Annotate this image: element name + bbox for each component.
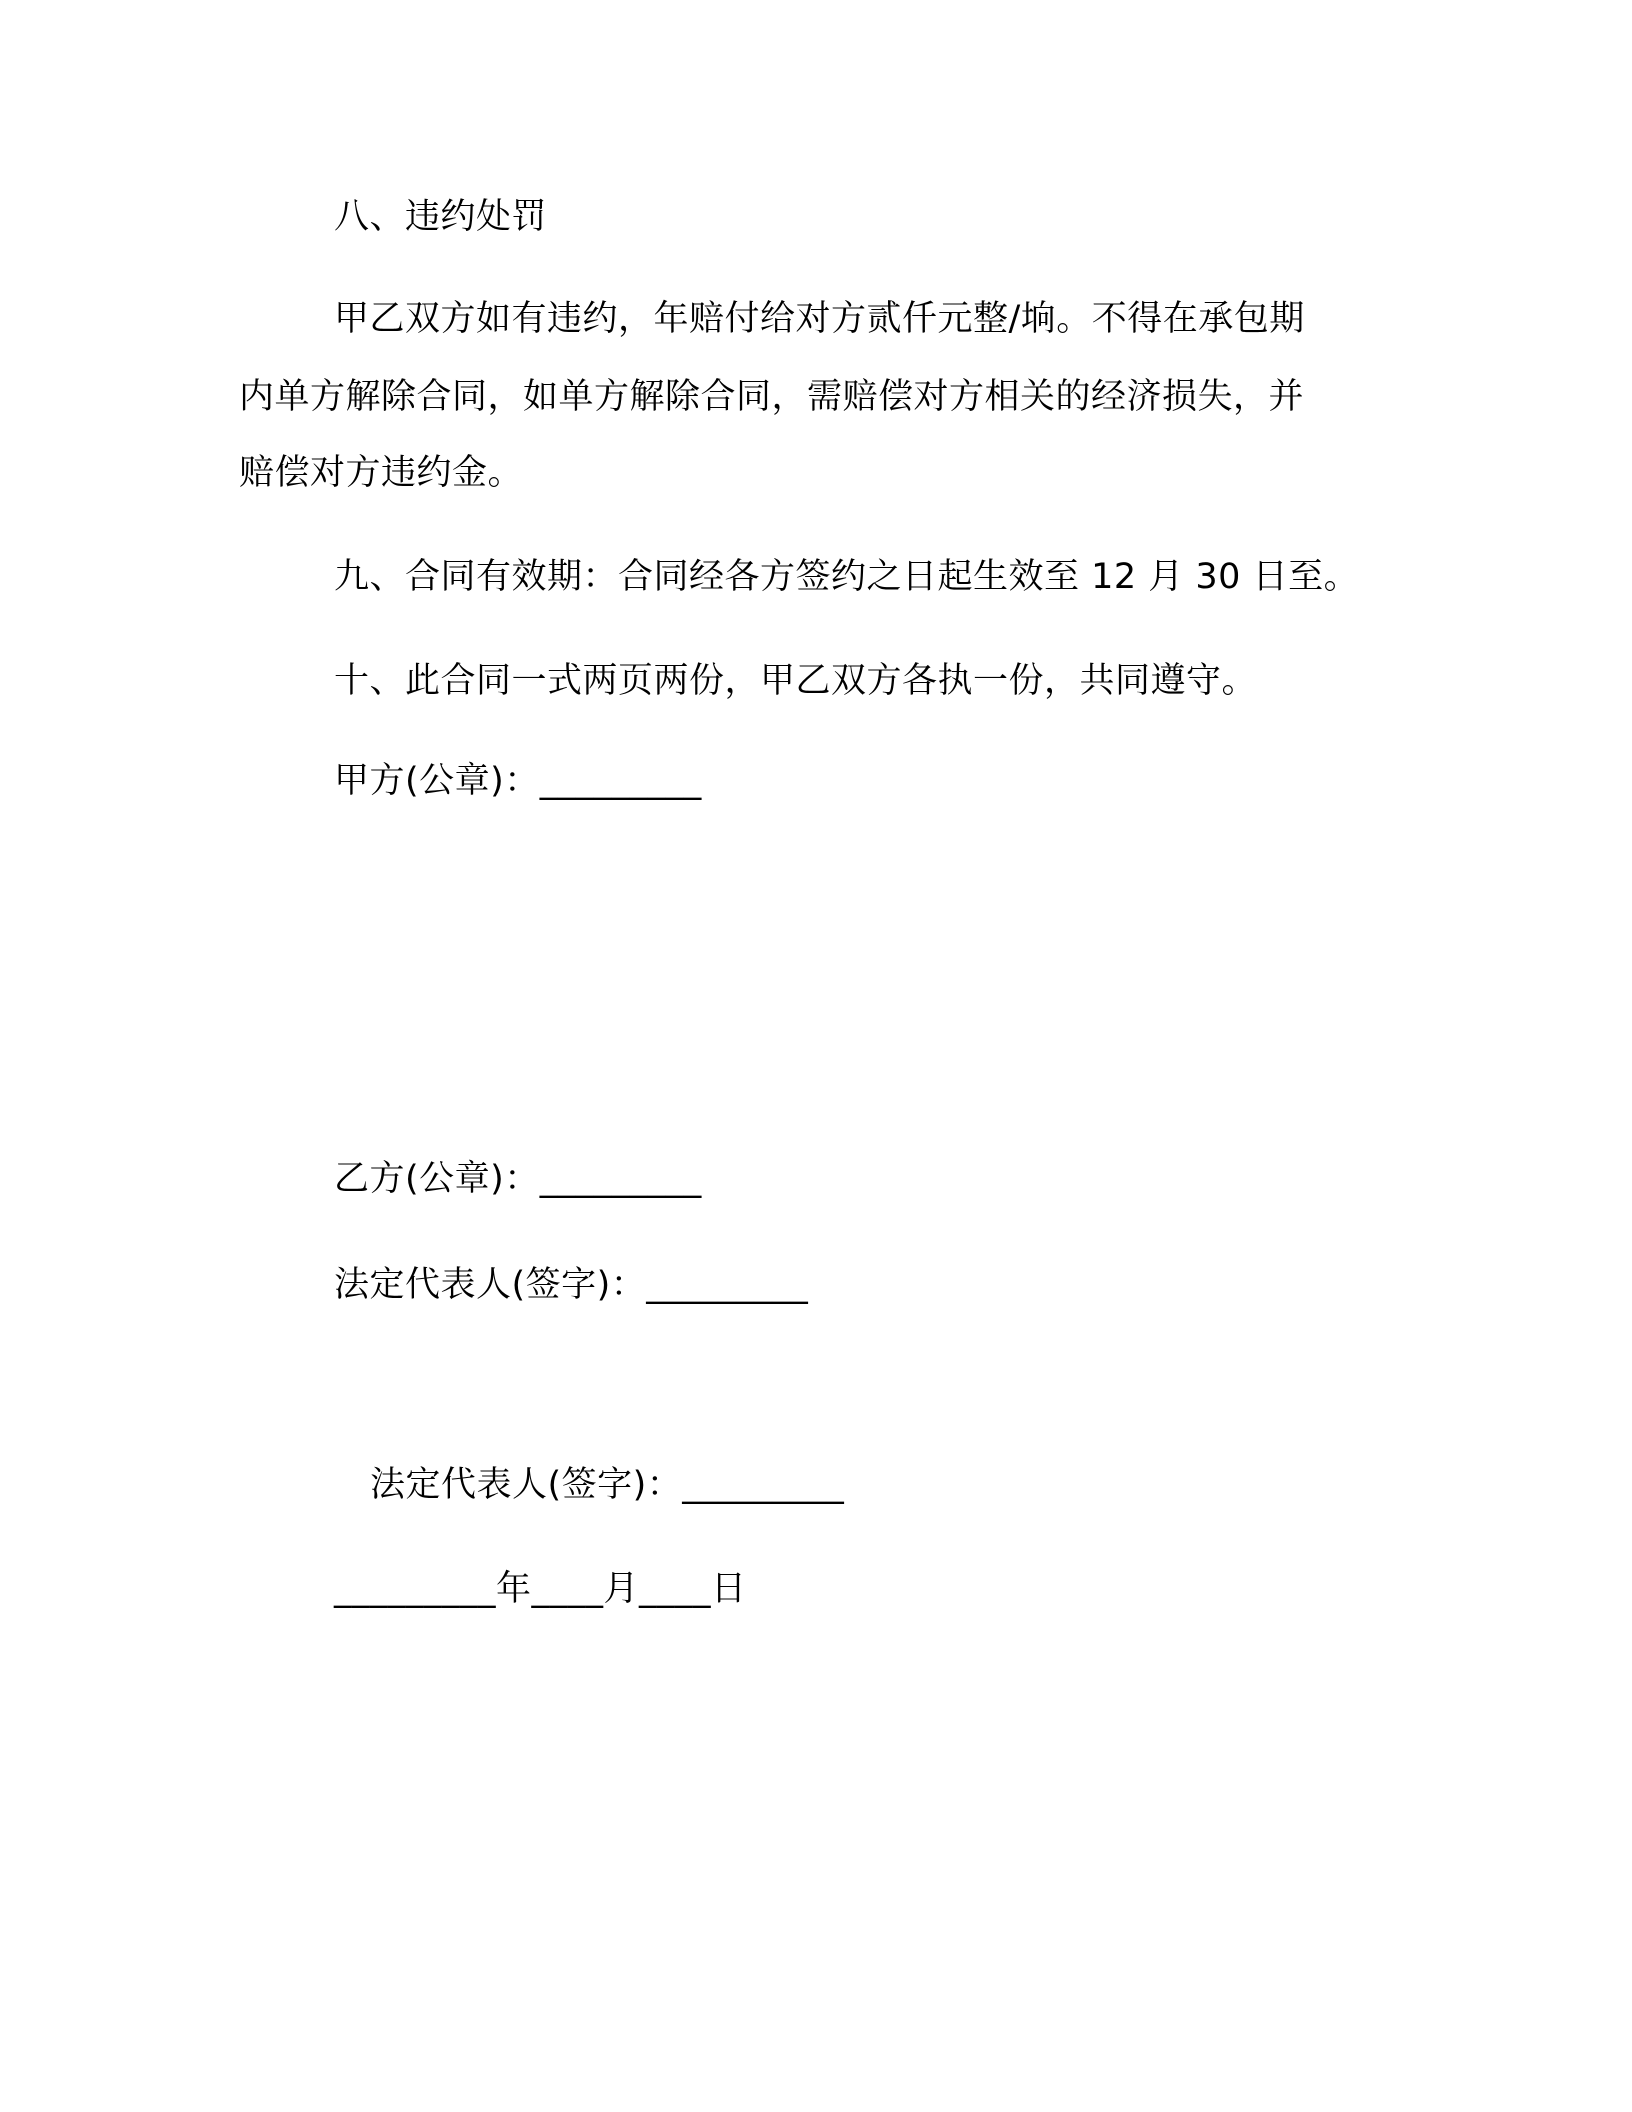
section-8-body-line-1: 甲乙双方如有违约，年赔付给对方贰仟元整/垧。不得在承包期: [334, 299, 1305, 339]
section-8-body-line-2: 内单方解除合同，如单方解除合同，需赔偿对方相关的经济损失，并: [239, 377, 1305, 417]
party-b-seal-line: 乙方(公章)：_________: [334, 1159, 702, 1199]
party-a-seal-line: 甲方(公章)：_________: [334, 761, 702, 801]
section-10-copies: 十、此合同一式两页两份，甲乙双方各执一份，共同遵守。: [334, 661, 1258, 701]
legal-representative-signature-line-1: 法定代表人(签字)：_________: [334, 1265, 809, 1305]
section-8-heading: 八、违约处罚: [334, 197, 548, 237]
date-line: _________年____月____日: [334, 1569, 747, 1609]
section-9-validity: 九、合同有效期：合同经各方签约之日起生效至 12 月 30 日至。: [334, 557, 1360, 597]
section-8-body-line-3: 赔偿对方违约金。: [239, 453, 524, 493]
legal-representative-signature-line-2: 法定代表人(签字)：_________: [370, 1465, 845, 1505]
